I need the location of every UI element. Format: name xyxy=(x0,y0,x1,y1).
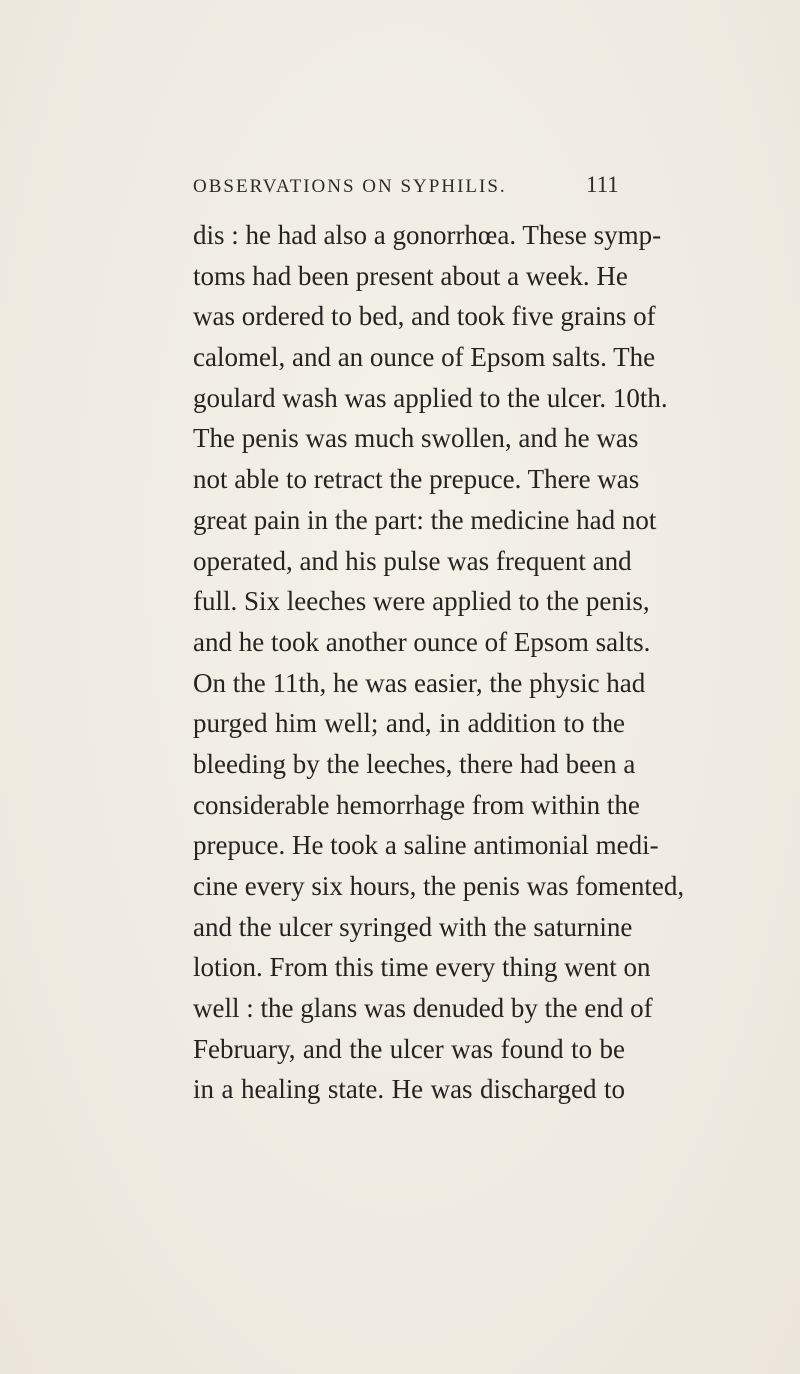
text-line: prepuce. He took a saline antimonial medi- xyxy=(193,830,659,861)
text-line: operated, and his pulse was frequent and xyxy=(193,545,632,576)
text-line: not able to retract the prepuce. There was xyxy=(193,464,640,495)
text-line: was ordered to bed, and took five grains of xyxy=(193,301,656,332)
text-line: purged him well; and, in addition to the xyxy=(193,708,625,739)
text-line: cine every six hours, the penis was fomented, xyxy=(193,871,685,901)
text-line: full. Six leeches were applied to the penis, xyxy=(193,586,650,617)
text-line: great pain in the part: the medicine had not xyxy=(193,504,657,535)
text-line: considerable hemorrhage from within the xyxy=(193,789,640,820)
text-line: lotion. From this time every thing went on xyxy=(193,952,651,983)
text-line: and he took another ounce of Epsom salts. xyxy=(193,626,651,657)
text-line: On the 11th, he was easier, the physic had xyxy=(193,667,646,698)
page-number: 111 xyxy=(586,172,619,197)
running-title: OBSERVATIONS ON SYPHILIS. xyxy=(193,176,507,197)
text-line: bleeding by the leeches, there had been a xyxy=(193,748,636,779)
text-line: goulard wash was applied to the ulcer. 10th. xyxy=(193,382,668,413)
running-head xyxy=(0,172,800,202)
text-line: The penis was much swollen, and he was xyxy=(193,423,639,454)
text-line: well : the glans was denuded by the end of xyxy=(193,993,653,1024)
text-line: calomel, and an ounce of Epsom salts. The xyxy=(193,342,656,373)
text-line: toms had been present about a week. He xyxy=(193,260,628,291)
text-line: in a healing state. He was discharged to xyxy=(193,1074,625,1105)
text-line: and the ulcer syringed with the saturnine xyxy=(193,911,633,942)
body-text xyxy=(193,215,685,1110)
text-line: February, and the ulcer was found to be xyxy=(193,1033,625,1064)
text-line: dis : he had also a gonorrhœa. These symp- xyxy=(193,220,662,250)
